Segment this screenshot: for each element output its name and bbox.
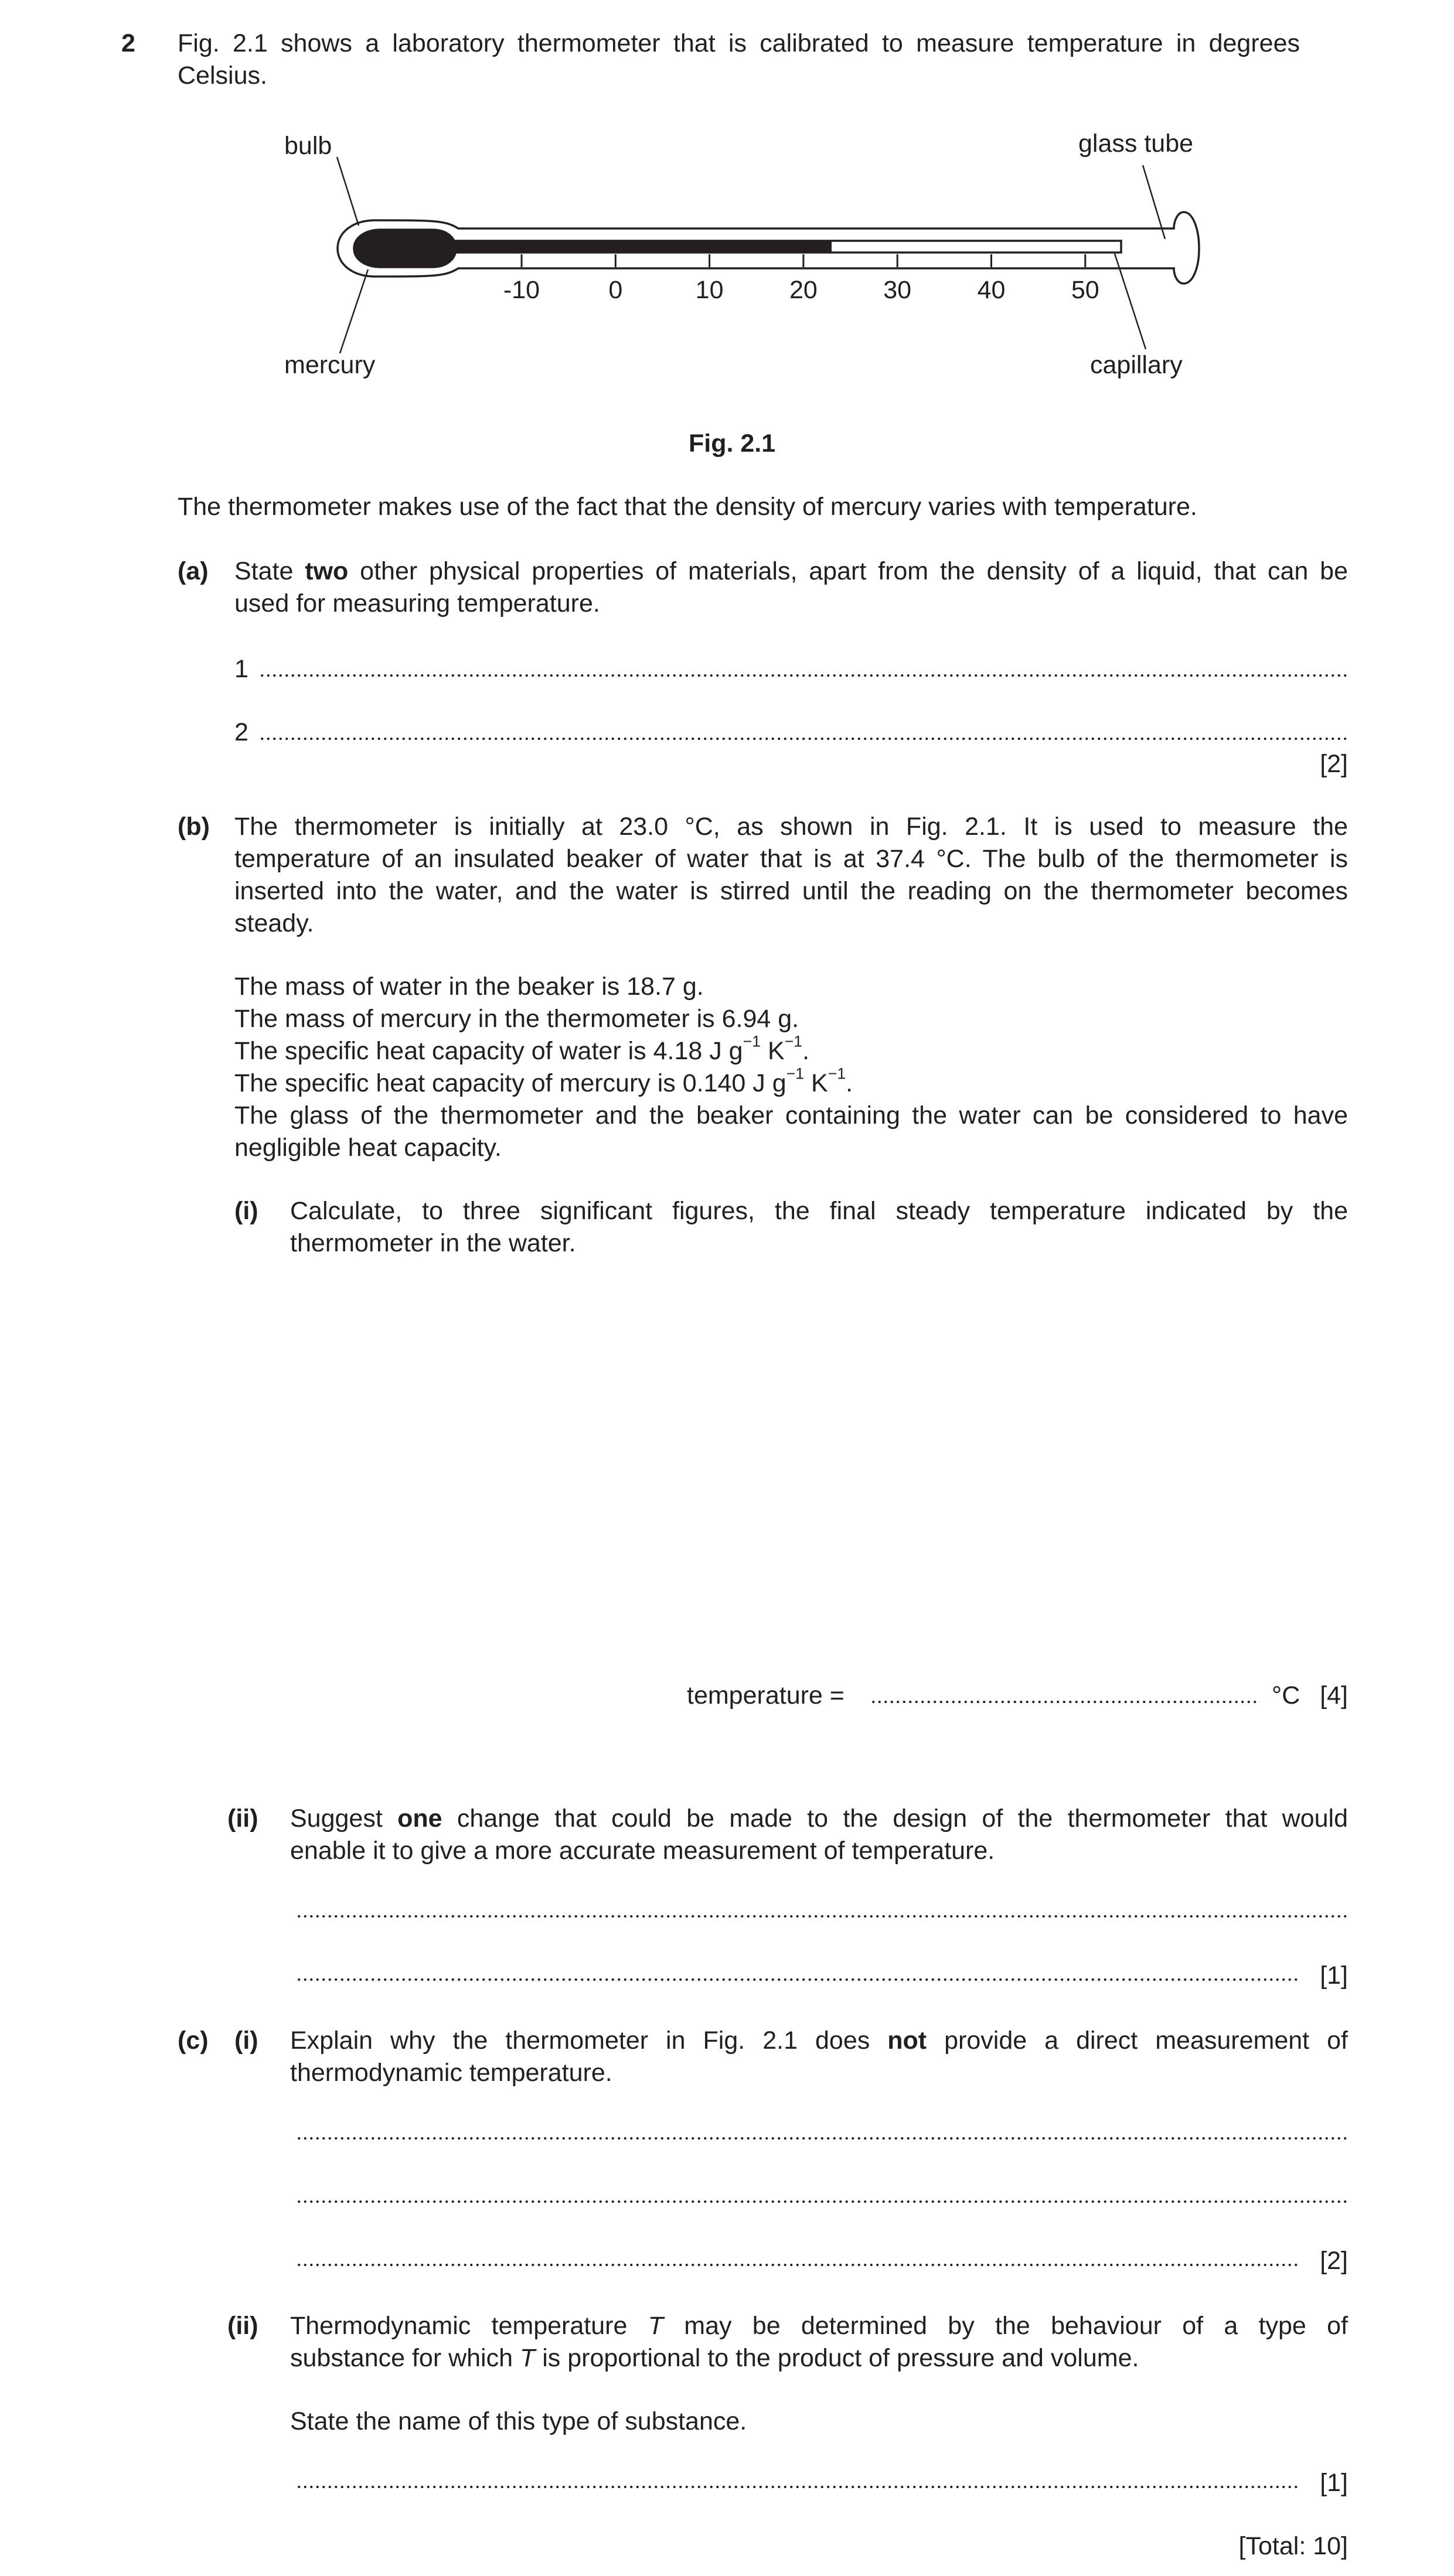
shc-water-line: The specific heat capacity of water is 4.18 J $g^{-1}$ $K^{-1}$. (234, 1032, 810, 1065)
mass-mercury-line: The mass of mercury in the thermometer is 6.94 g. (234, 1005, 799, 1033)
question-number: 2 (121, 29, 135, 57)
part-c-i-text-line1: Explain why the thermometer in Fig. 2.1 does not provide a direct measurement of (290, 2026, 1348, 2055)
scale-tick-label: 0 (608, 276, 623, 304)
scale-tick-label: 40 (977, 276, 1006, 304)
part-b-text-line4: steady. (234, 909, 314, 937)
part-c-ii-text-line1: Thermodynamic temperature T may be determined by the behaviour of a type of (290, 2312, 1349, 2340)
part-b-ii-text-line2: enable it to give a more accurate measurement of temperature. (290, 1837, 995, 1865)
part-b-ii-answer-line-1[interactable] (296, 1915, 1347, 1918)
part-c-i-text-line2: thermodynamic temperature. (290, 2059, 612, 2087)
part-b-ii-answer-line-2[interactable] (296, 1978, 1298, 1981)
part-b-text-line3: inserted into the water, and the water is stirred until the reading on the thermometer becomes (234, 877, 1348, 905)
part-b-label: (b) (178, 813, 210, 841)
part-c-i-marks: [2] (1320, 2247, 1348, 2275)
part-b-ii-label: (ii) (227, 1804, 258, 1833)
temperature-answer-label: temperature = (687, 1681, 845, 1710)
part-c-label: (c) (178, 2026, 209, 2055)
mercury-column (450, 241, 832, 253)
part-b-text-line1: The thermometer is initially at 23.0 °C, as shown in Fig. 2.1. It is used to measure the (234, 813, 1348, 841)
part-a-answer-2-line[interactable] (259, 737, 1347, 741)
part-a-label: (a) (178, 557, 209, 585)
part-a-question-line2: used for measuring temperature. (234, 589, 600, 617)
total-marks: [Total: 10] (1238, 2532, 1348, 2560)
part-c-i-answer-line-3[interactable] (296, 2263, 1298, 2267)
scale-tick-label: -10 (503, 276, 540, 304)
statement-text: The thermometer makes use of the fact that the density of mercury varies with temperature. (178, 493, 1197, 521)
mass-water-line: The mass of water in the beaker is 18.7 g. (234, 973, 704, 1001)
negligible-line2: negligible heat capacity. (234, 1134, 502, 1162)
part-a-answer-2-number: 2 (234, 718, 248, 746)
mercury-bulb-fill (354, 230, 456, 267)
scale-tick-label: 20 (789, 276, 818, 304)
temperature-answer-line[interactable] (870, 1700, 1260, 1704)
part-a-question-line1: State two other physical properties of materials, apart from the density of a liquid, that can be (234, 557, 1348, 585)
part-a-marks: [2] (1320, 750, 1348, 778)
part-c-ii-label: (ii) (227, 2312, 258, 2340)
bulb-label: bulb (284, 132, 332, 160)
part-a-answer-1-number: 1 (234, 655, 248, 683)
scale-tick-label: 30 (883, 276, 912, 304)
part-b-text-line2: temperature of an insulated beaker of water that is at 37.4 °C. The bulb of the thermometer is (234, 845, 1348, 873)
part-b-ii-text-line1: Suggest one change that could be made to the design of the thermometer that would (290, 1804, 1348, 1833)
part-c-ii-answer-line[interactable] (296, 2485, 1298, 2489)
part-a-answer-1-line[interactable] (259, 674, 1347, 677)
shc-mercury-line: The specific heat capacity of mercury is 0.140 J $g^{-1}$ $K^{-1}$. (234, 1064, 853, 1097)
bulb-leader-line (337, 157, 359, 226)
scale-tick-label: 50 (1071, 276, 1099, 304)
part-b-ii-marks: [1] (1320, 1961, 1348, 1990)
part-c-ii-marks: [1] (1320, 2469, 1348, 2497)
part-c-i-label: (i) (234, 2026, 258, 2055)
part-b-i-marks: [4] (1320, 1681, 1348, 1710)
glass-tube-label: glass tube (1078, 129, 1194, 158)
part-b-i-text-line1: Calculate, to three significant figures, the final steady temperature indicated by the (290, 1197, 1348, 1225)
mercury-label: mercury (284, 351, 376, 379)
capillary-label: capillary (1090, 351, 1183, 379)
part-c-ii-text-line3: State the name of this type of substance. (290, 2407, 747, 2435)
part-c-i-answer-line-1[interactable] (296, 2137, 1347, 2140)
thermometer-figure (0, 0, 1454, 410)
part-b-i-label: (i) (234, 1197, 258, 1225)
negligible-line1: The glass of the thermometer and the beaker containing the water can be considered to have (234, 1101, 1348, 1130)
temperature-unit: °C (1272, 1681, 1300, 1710)
part-c-i-answer-line-2[interactable] (296, 2200, 1347, 2203)
question-intro-line2: Celsius. (178, 62, 267, 90)
mercury-leader-line (340, 269, 368, 353)
question-intro-line1: Fig. 2.1 shows a laboratory thermometer that is calibrated to measure temperature in degrees (178, 29, 1300, 57)
part-b-i-text-line2: thermometer in the water. (290, 1229, 576, 1257)
part-c-ii-text-line2: substance for which T is proportional to the product of pressure and volume. (290, 2344, 1139, 2372)
scale-tick-label: 10 (695, 276, 724, 304)
figure-caption: Fig. 2.1 (689, 429, 776, 458)
